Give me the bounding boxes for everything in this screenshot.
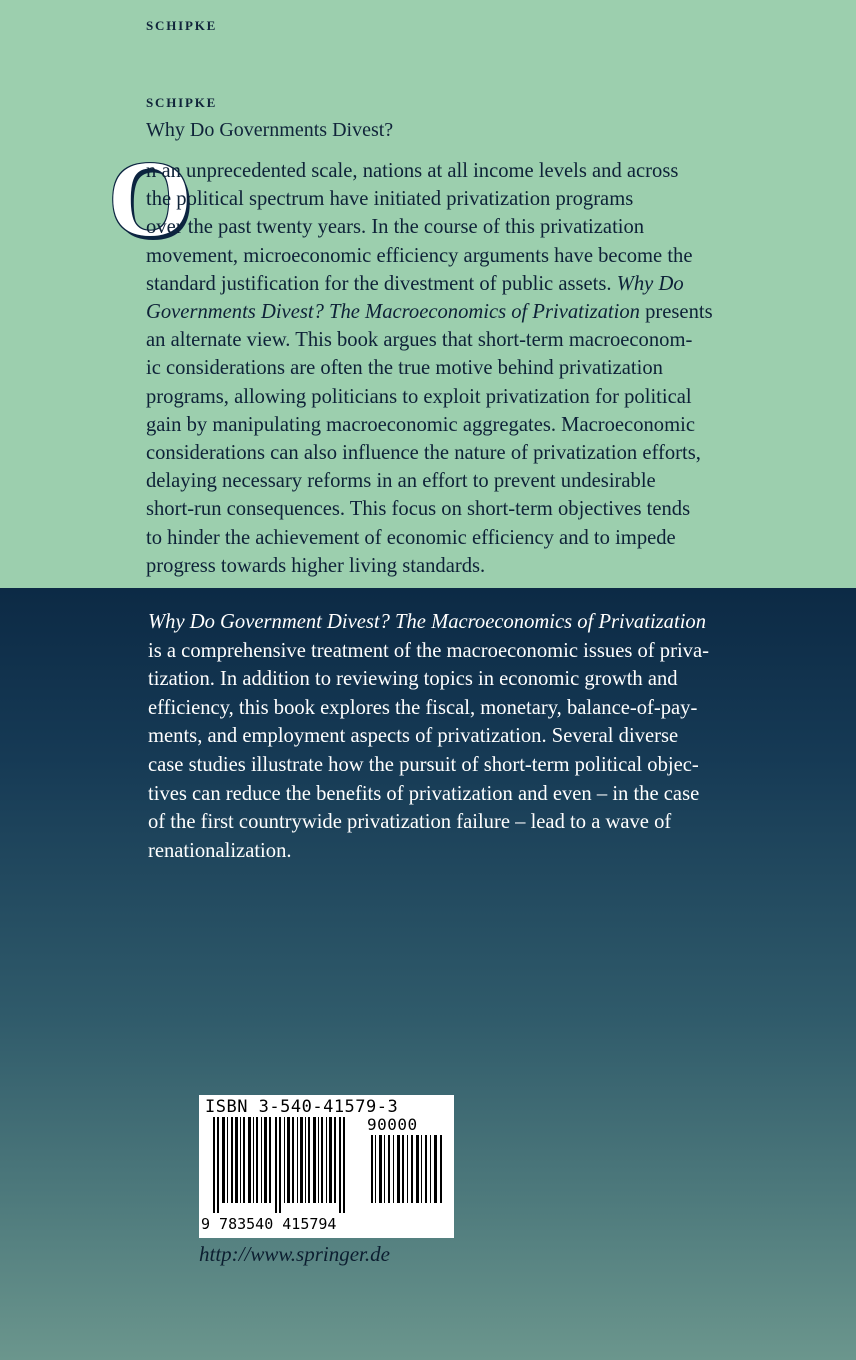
barcode-bars — [213, 1117, 363, 1213]
barcode — [199, 1095, 454, 1238]
publisher-url[interactable]: http://www.springer.de — [199, 1242, 390, 1266]
ean-digits: 9 783540 415794 — [201, 1215, 337, 1233]
isbn-text: ISBN 3-540-41579-3 — [205, 1097, 399, 1117]
blurb-bottom-line: case studies illustrate how the pursuit of short-term political objec- — [148, 753, 699, 776]
blurb-bottom-line: is a comprehensive treatment of the macroeconomic issues of priva- — [148, 639, 709, 662]
blurb-italic-title: Governments Divest? The Macroeconomics of Privatization — [146, 301, 640, 324]
blurb-top-line: an alternate view. This book argues that short-term macroeconom- — [146, 329, 693, 352]
author-name: SCHIPKE — [146, 95, 218, 110]
blurb-top-line: the political spectrum have initiated privatization programs — [146, 188, 634, 211]
blurb-bottom-line: tization. In addition to reviewing topics in economic growth and — [148, 668, 678, 691]
book-title: Why Do Governments Divest? — [146, 119, 394, 141]
blurb-italic-title: Why Do — [616, 272, 684, 295]
blurb-top-line: standard justification for the divestment of public assets. Why Do — [146, 272, 684, 295]
blurb-bottom — [148, 608, 813, 865]
blurb-top-line: considerations can also influence the nature of privatization efforts, — [146, 442, 701, 465]
blurb-top-line: programs, allowing politicians to exploit privatization for political — [146, 385, 692, 408]
blurb-bottom-line: ments, and employment aspects of privatization. Several diverse — [148, 725, 679, 748]
blurb-top-line: ic considerations are often the true motive behind privatization — [146, 357, 663, 380]
addon-bars — [371, 1135, 447, 1203]
blurb-top-line: to hinder the achievement of economic efficiency and to impede — [146, 526, 676, 549]
blurb-top-line: short-run consequences. This focus on short-term objectives tends — [146, 498, 691, 521]
blurb-top-line: movement, microeconomic efficiency arguments have become the — [146, 244, 693, 267]
drop-cap: O — [108, 140, 193, 259]
blurb-top-line: delaying necessary reforms in an effort to prevent undesirable — [146, 470, 656, 493]
blurb-bottom-line: renationalization. — [148, 839, 292, 862]
blurb-bottom-line: tives can reduce the benefits of privatization and even – in the case — [148, 782, 700, 805]
blurb-top-line: n an unprecedented scale, nations at all income levels and across — [146, 160, 679, 182]
blurb-top-line: over the past twenty years. In the course of this privatization — [146, 216, 645, 239]
spine-author: SCHIPKE — [146, 18, 218, 33]
blurb-bottom-title: Why Do Government Divest? The Macroeconomics of Privatization — [148, 611, 707, 633]
blurb-bottom-line: of the first countrywide privatization failure – lead to a wave of — [148, 811, 672, 834]
blurb-top — [146, 157, 811, 580]
blurb-top-line: gain by manipulating macroeconomic aggregates. Macroeconomic — [146, 413, 695, 436]
blurb-top-line: progress towards higher living standards. — [146, 554, 486, 577]
price-code: 90000 — [367, 1115, 418, 1134]
blurb-top-line: Governments Divest? The Macroeconomics of Privatization presents — [146, 301, 713, 324]
blurb-bottom-line: efficiency, this book explores the fiscal, monetary, balance-of-pay- — [148, 696, 698, 719]
